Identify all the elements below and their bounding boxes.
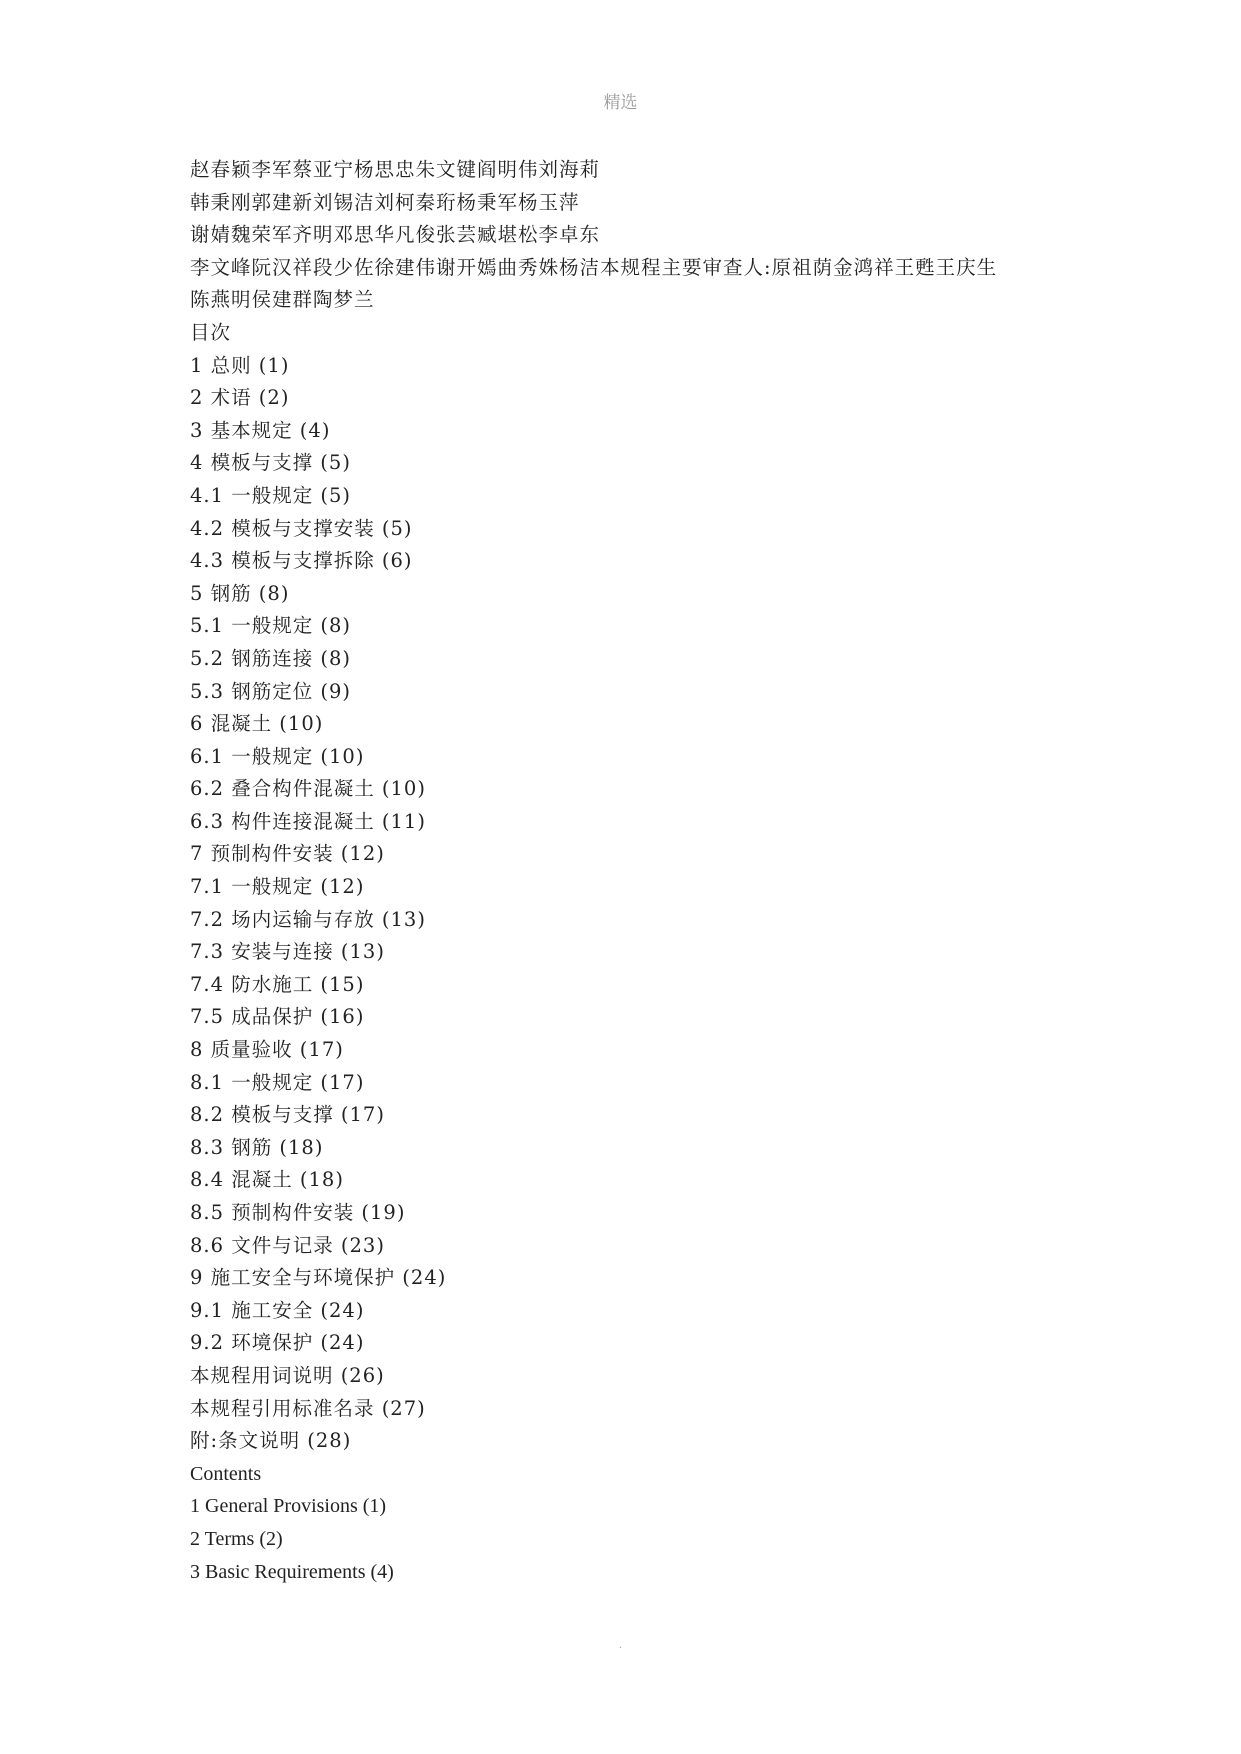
toc-item: 本规程用词说明 (26): [190, 1363, 385, 1387]
toc-item: 7.2 场内运输与存放 (13): [190, 907, 426, 931]
toc-item: 7.1 一般规定 (12): [190, 875, 365, 899]
committee-line: 谢婧魏荣军齐明邓思华凡俊张芸臧堪松李卓东: [190, 223, 601, 247]
toc-item: 5.1 一般规定 (8): [190, 614, 352, 638]
header-watermark: 精选: [603, 93, 638, 113]
contents-title: Contents: [190, 1462, 262, 1485]
toc-item: 8.4 混凝土 (18): [190, 1168, 344, 1192]
contents-item: 3 Basic Requirements (4): [190, 1560, 394, 1583]
toc-item: 8.1 一般规定 (17): [190, 1070, 365, 1094]
toc-item: 9.2 环境保护 (24): [190, 1331, 365, 1355]
toc-item: 本规程引用标准名录 (27): [190, 1396, 426, 1420]
toc-title: 目次: [190, 320, 232, 344]
toc-item: 6.3 构件连接混凝土 (11): [190, 809, 426, 833]
contents-item: 1 General Provisions (1): [190, 1495, 387, 1518]
toc-item: 7.4 防水施工 (15): [190, 972, 365, 996]
toc-item: 6.2 叠合构件混凝土 (10): [190, 777, 426, 801]
toc-item: 8.6 文件与记录 (23): [190, 1233, 385, 1257]
toc-item: 8.2 模板与支撑 (17): [190, 1103, 385, 1127]
toc-item: 8.3 钢筋 (18): [190, 1135, 324, 1159]
contents-item: 2 Terms (2): [190, 1527, 283, 1550]
toc-item: 3 基本规定 (4): [190, 418, 331, 442]
committee-list: [190, 154, 1090, 317]
committee-line: 赵春颖李军蔡亚宁杨思忠朱文键阎明伟刘海莉: [190, 158, 601, 181]
contents-list: [190, 1490, 1090, 1588]
toc-item: 4.3 模板与支撑拆除 (6): [190, 549, 413, 573]
committee-line: 韩秉刚郭建新刘锡洁刘柯秦珩杨秉军杨玉萍: [190, 190, 580, 214]
toc-item: 7.3 安装与连接 (13): [190, 940, 385, 964]
toc-item: 2 术语 (2): [190, 386, 290, 410]
toc-item: 5.2 钢筋连接 (8): [190, 646, 352, 670]
toc-list: [190, 350, 1090, 1458]
toc-item: 4.1 一般规定 (5): [190, 483, 352, 507]
toc-item: 4.2 模板与支撑安装 (5): [190, 516, 413, 540]
toc-item: 6.1 一般规定 (10): [190, 744, 365, 768]
document-body: [190, 154, 1090, 1588]
toc-item: 7.5 成品保护 (16): [190, 1005, 365, 1029]
toc-item: 8.5 预制构件安装 (19): [190, 1201, 406, 1224]
toc-item: 1 总则 (1): [190, 353, 290, 377]
toc-item: 9 施工安全与环境保护 (24): [190, 1266, 447, 1290]
toc-item: 6 混凝土 (10): [190, 712, 324, 736]
toc-item: 5.3 钢筋定位 (9): [190, 679, 352, 703]
toc-item: 7 预制构件安装 (12): [190, 842, 385, 866]
toc-item: 5 钢筋 (8): [190, 581, 290, 605]
committee-line: 陈燕明侯建群陶梦兰: [190, 288, 375, 312]
toc-item: 9.1 施工安全 (24): [190, 1298, 365, 1322]
committee-line: 李文峰阮汉祥段少佐徐建伟谢开嫣曲秀姝杨洁本规程主要审查人:原祖荫金鸿祥王甦王庆生: [190, 255, 998, 279]
toc-item: 8 质量验收 (17): [190, 1038, 344, 1062]
toc-item: 4 模板与支撑 (5): [190, 451, 351, 475]
footer-dot: .: [618, 1640, 623, 1651]
toc-item: 附:条文说明 (28): [190, 1429, 352, 1453]
